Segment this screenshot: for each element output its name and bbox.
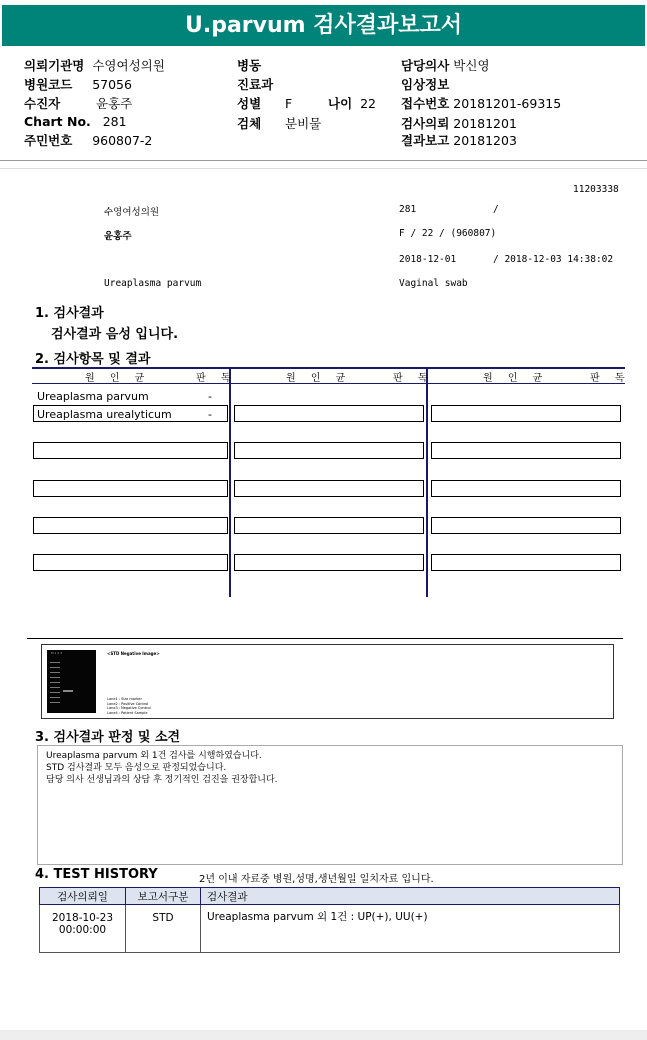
history-col-type: 보고서구분 [126,888,201,905]
col-result-3: 판 독 [590,373,631,384]
label-patient: 윤홍주 [104,231,132,242]
report-title: U.parvum 검사결과보고서 [2,5,645,46]
organism-result: - [208,408,212,421]
gel-image-frame [41,644,614,719]
col-organism-2: 원 인 균 [286,373,352,384]
history-date-cell: 2018-10-23 00:00:00 [40,905,126,953]
label-sex-age: F / 22 / (960807) [399,228,497,239]
label-specimen: Vaginal swab [399,278,468,289]
col-organism-1: 원 인 균 [85,373,151,384]
result-row-box [234,554,424,571]
result-row-box [431,480,621,497]
dept-label: 진료과 [237,77,274,92]
request-row: 검사의뢰 20181201 [401,116,517,131]
label-institution: 수영여성의원 [104,207,160,218]
col-result-2: 판 독 [393,373,434,384]
result-row-box [431,442,621,459]
col-result-1: 판 독 [196,373,237,384]
label-chart: 281 [399,204,417,215]
result-row-box [431,517,621,534]
gel-image [47,650,96,713]
chart-row: Chart No. 281 [24,114,127,129]
history-result-cell: Ureaplasma parvum 외 1건 : UP(+), UU(+) [201,905,620,953]
label-test: Ureaplasma parvum [104,278,202,289]
section3-title: 3. 검사결과 판정 및 소견 [35,730,181,745]
section2-title: 2. 검사항목 및 결과 [35,352,151,367]
history-col-result: 검사결과 [201,888,620,905]
result-row-box [33,554,228,571]
label-code: 11203338 [573,184,619,195]
label-date-end: / 2018-12-03 14:38:02 [493,254,614,265]
specimen-row: 검체 분비물 [237,116,322,131]
section1-title: 1. 검사결과 [35,306,104,321]
header-divider [0,160,647,161]
section1-result: 검사결과 음성 입니다. [51,327,179,342]
result-row-box [33,442,228,459]
institution-row: 의뢰기관명 수영여성의원 [24,58,165,73]
page-footer [0,1030,647,1040]
history-table [39,887,620,953]
label-slash: / [493,204,499,215]
organism-name: Ureaplasma urealyticum [37,408,172,421]
label-date-start: 2018-12-01 [399,254,457,265]
history-note: 2년 이내 자료중 병원,성명,생년월일 일치자료 입니다. [199,874,434,885]
opinion-line: Ureaplasma parvum 외 1건 검사를 시행하였습니다. [46,751,262,761]
ward-label: 병동 [237,58,262,73]
section4-title: 4. TEST HISTORY [35,867,158,882]
history-col-date: 검사의뢰일 [40,888,126,905]
gel-lane-header: M 1 2 3 [51,651,63,655]
result-table-divider-1 [229,367,231,597]
organism-result: - [208,390,212,403]
organism-name: Ureaplasma parvum [37,390,149,403]
gel-caption: <STD Negative Image> [107,651,160,656]
result-row-box [234,405,424,422]
result-row-box [33,480,228,497]
institution-value: 수영여성의원 [92,58,165,73]
header-divider-light [0,168,647,169]
sex-row: 성별 F [237,96,293,111]
id-row: 주민번호 960807-2 [24,133,153,148]
hospital-code-row: 병원코드 57056 [24,77,132,92]
gel-legend: Lane1 : Size marker Lane2 : Positive Control Lane3 : Negative Control Lane4 : Patient Sample [107,697,151,715]
patient-row: 수진자 윤홍주 [24,96,133,111]
report-row: 결과보고 20181203 [401,133,517,148]
history-type-cell: STD [126,905,201,953]
result-table-divider-2 [426,367,428,597]
col-organism-3: 원 인 균 [483,373,549,384]
gel-band [63,690,73,692]
result-row-box [33,517,228,534]
doctor-row: 담당의사 박신영 [401,58,490,73]
age-row: 나이 22 [328,96,377,111]
opinion-line: STD 검사결과 모두 음성으로 판정되었습니다. [46,763,227,773]
clinical-label: 임상정보 [401,77,450,92]
table-row [40,905,620,953]
opinion-box [37,745,623,865]
gel-marker-ladder [50,658,60,703]
result-row-box [431,405,621,422]
result-row-box [234,442,424,459]
opinion-line: 담당 의사 선생님과의 상담 후 정기적인 검진을 권장합니다. [46,775,278,785]
receipt-row: 접수번호 20181201-69315 [401,96,562,111]
result-row-box [234,517,424,534]
section-rule [27,638,623,639]
result-row-box [234,480,424,497]
result-row-box [431,554,621,571]
